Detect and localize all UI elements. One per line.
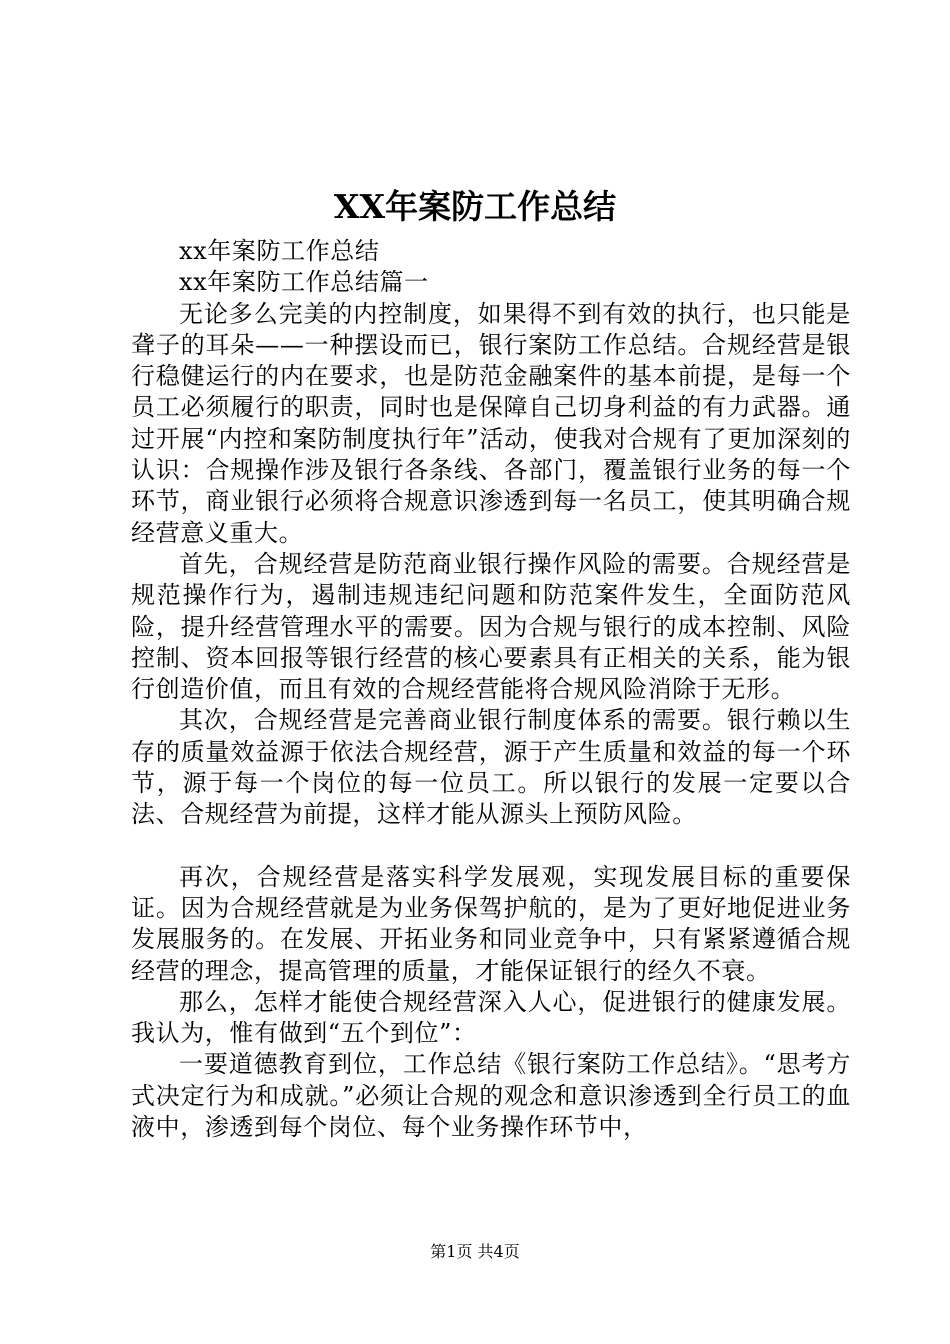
paragraph-first: 首先，合规经营是防范商业银行操作风险的需要。合规经营是规范操作行为，遏制违规违纪问题和防范案件发生，全面防范风险，提升经营管理水平的需要。因为合规与银行的成本控制、风险控制、资本回报等银行经营的核心要素具有正相关的关系，能为银行创造价值，而且有效的合规经营能将合规风险消除于无形。	[131, 549, 851, 704]
paragraph-intro: 无论多么完美的内控制度，如果得不到有效的执行，也只能是聋子的耳朵——一种摆设而已，银行案防工作总结。合规经营是银行稳健运行的内在要求，也是防范金融案件的基本前提，是每一个员工必须履行的职责，同时也是保障自己切身利益的有力武器。通过开展“内控和案防制度执行年”活动，使我对合规有了更加深刻的认识：合规操作涉及银行各条线、各部门，覆盖银行业务的每一个环节，商业银行必须将合规意识渗透到每一名员工，使其明确合规经营意义重大。	[131, 299, 851, 547]
paragraph-third: 再次，合规经营是落实科学发展观，实现发展目标的重要保证。因为合规经营就是为业务保驾护航的，是为了更好地促进业务发展服务的。在发展、开拓业务和同业竞争中，只有紧紧遵循合规经营的理念，提高管理的质量，才能保证银行的经久不衰。	[131, 862, 851, 985]
paragraph-second: 其次，合规经营是完善商业银行制度体系的需要。银行赖以生存的质量效益源于依法合规经营，源于产生质量和效益的每一个环节，源于每一个岗位的每一位员工。所以银行的发展一定要以合法、合规经营为前提，这样才能从源头上预防风险。	[131, 706, 851, 829]
section-heading: xx年案防工作总结篇一	[179, 268, 429, 297]
document-title: XX年案防工作总结	[333, 187, 617, 226]
document-body	[131, 236, 851, 1143]
paragraph-question: 那么，怎样才能使合规经营深入人心，促进银行的健康发展。我认为，惟有做到“五个到位”：	[131, 987, 851, 1048]
subtitle-line: xx年案防工作总结	[179, 237, 380, 265]
page-number: 第1页 共4页	[430, 1242, 520, 1261]
paragraph-point-one: 一要道德教育到位，工作总结《银行案防工作总结》。“思考方式决定行为和成就。”必须让合规的观念和意识渗透到全行员工的血液中，渗透到每个岗位、每个业务操作环节中，	[131, 1050, 851, 1142]
